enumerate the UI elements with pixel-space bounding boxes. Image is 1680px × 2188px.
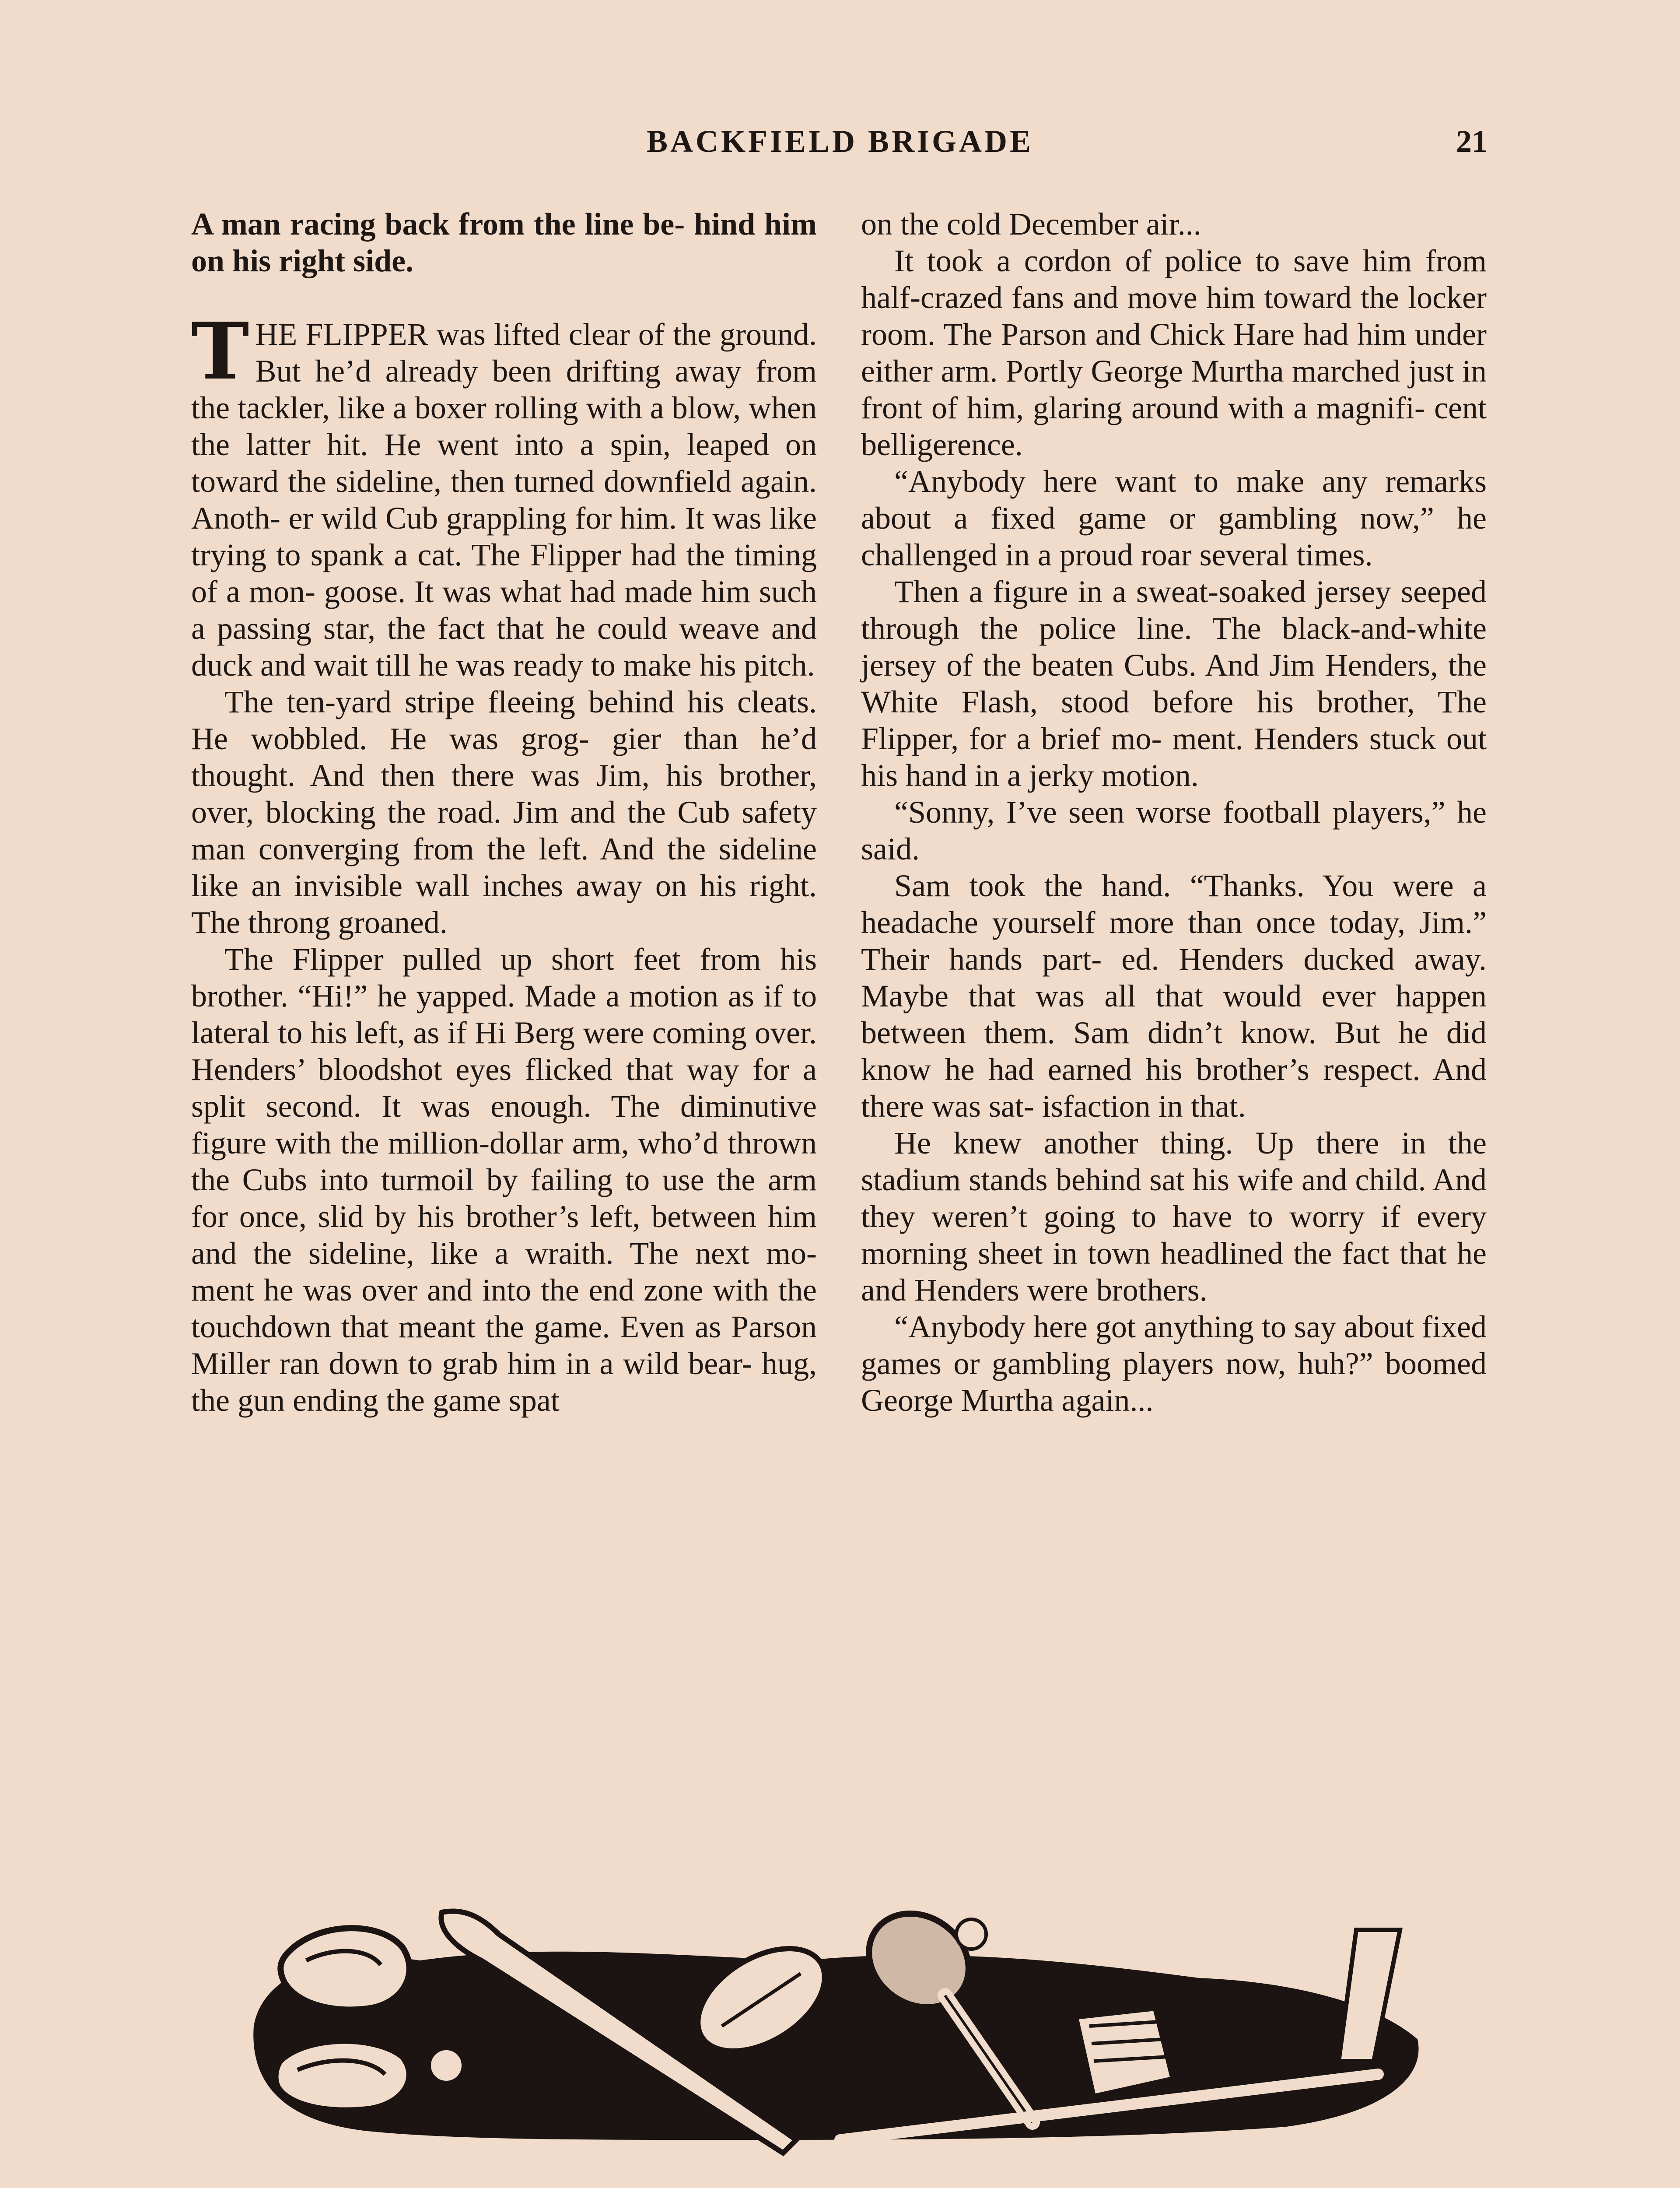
lead-paragraph: A man racing back from the line be- hind him on his right side.: [191, 207, 817, 278]
boxing-glove-icon: [280, 1928, 409, 2009]
story-paragraph: Then a figure in a sweat-soaked jersey seeped through the police line. The black-and-white jersey of the beaten Cubs. And Jim Henders, the White Flash, stood before his brother, The Flipper, for a brief mo- ment. Henders stuck out his hand in a jerky motion.: [861, 574, 1487, 793]
running-title: BACKFIELD BRIGADE: [646, 124, 1034, 159]
story-paragraph: The ten-yard stripe fleeing behind his cleats. He wobbled. He was grog- gier than he’d thought. And then there was Jim, his brother, over, blocking the road. Jim and the Cub safety man converging from the left. And the sideline like an invisible wall inches away on his right. The throng groaned.: [191, 684, 817, 940]
story-paragraph: [191, 305, 817, 684]
shadow-shape: [253, 1952, 1418, 2140]
story-paragraph: He knew another thing. Up there in the stadium stands behind sat his wife and child. And they weren’t going to have to worry if every morning sheet in town headlined the fact that he and Henders were brothers.: [861, 1126, 1487, 1308]
story-paragraph: “Anybody here want to make any remarks about a fixed game or gambling now,” he challenged in a proud roar several times.: [861, 464, 1487, 572]
right-column: [861, 206, 1487, 1419]
story-paragraph: “Sonny, I’ve seen worse football players,” he said.: [861, 795, 1487, 866]
story-paragraph: The Flipper pulled up short feet from his brother. “Hi!” he yapped. Made a motion as if to lateral to his left, as if Hi Berg were coming over. Henders’ bloodshot eyes flicked that way for a split second. It was enough. The diminutive figure with the million-dollar arm, who’d thrown the Cubs into turmoil by failing to use the arm for once, slid by his brother’s left, between him and the sideline, like a wraith. The next mo- ment he was over and into the end zone with the touchdown that meant the game. Even as Parson Miller ran down to grab him in a wild bear- hug, the gun ending the game spat: [191, 942, 817, 1418]
left-column: [191, 206, 817, 1419]
golf-ball-icon: [956, 1919, 986, 1949]
boxing-glove-icon: [276, 2041, 410, 2111]
sports-equipment-illustration: [236, 1895, 1444, 2175]
story-paragraph: “Anybody here got anything to say about fixed games or gambling players now, huh?” boomed George Murtha again...: [861, 1309, 1487, 1418]
story-paragraph: on the cold December air...: [861, 207, 1201, 242]
page-header: [192, 123, 1488, 172]
story-paragraph: It took a cordon of police to save him from half-crazed fans and move him toward the locker room. The Parson and Chick Hare had him under either arm. Portly George Murtha marched just in front of him, glaring around with a magnifi- cent belligerence.: [861, 243, 1487, 462]
drop-cap: T: [191, 305, 249, 397]
paragraph-text: HE FLIPPER was lifted clear of the ground. But he’d already been drifting away from the tackler, like a boxer rolling with a blow, when the latter hit. He went into a spin, leaped on toward the sideline, then turned downfield again. Anoth- er wild Cub grappling for him. It was like trying to spank a cat. The Flipper had the timing of a mon- goose. It was what had made him such a passing star, the fact that he could weave and duck and wait till he was ready to make his pitch.: [191, 317, 817, 683]
story-paragraph: Sam took the hand. “Thanks. You were a headache yourself more than once today, Jim.” Their hands part- ed. Henders ducked away. Maybe that was all that would ever happen between them. Sam didn’t know. But he did know he had earned his brother’s respect. And there was sat- isfaction in that.: [861, 868, 1487, 1124]
page-number: 21: [1456, 124, 1488, 159]
baseball-icon: [429, 2048, 464, 2083]
